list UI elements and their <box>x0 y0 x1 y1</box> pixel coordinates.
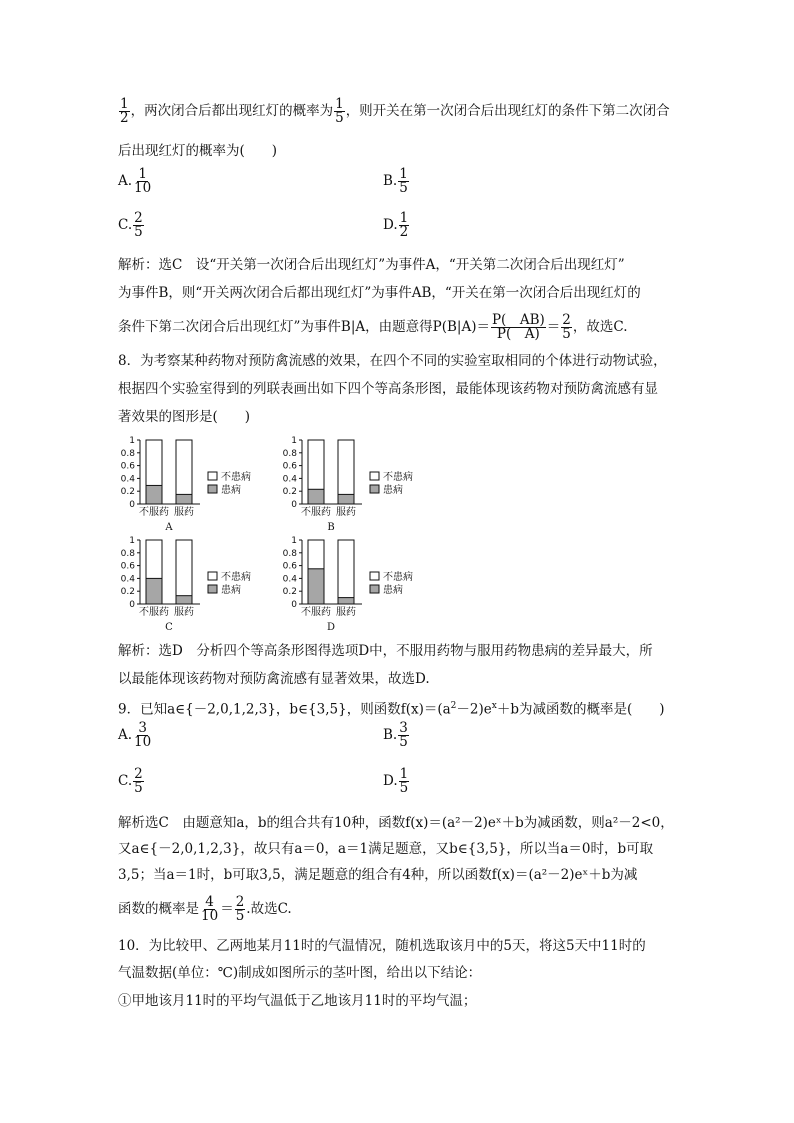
x-category-label: 不服药 <box>139 607 169 618</box>
y-tick-label: 0.2 <box>120 587 135 598</box>
y-tick-label: 1 <box>291 536 297 546</box>
legend-swatch <box>208 572 217 580</box>
q9-option-c: C. $\frac{2}{5}$ <box>118 766 143 796</box>
y-tick-label: 0.4 <box>120 574 135 585</box>
y-tick-label: 0.2 <box>282 487 297 498</box>
y-tick-label: 1 <box>129 436 135 446</box>
legend-label: 不患病 <box>383 472 413 483</box>
q9-solution-line3: 3,5；当a＝1时，b可取3,5，满足题意的组合有4种，所以函数f(x)＝(a²－2)eˣ＋b为减 <box>118 867 638 883</box>
y-tick-label: 1 <box>291 436 297 446</box>
y-tick-label: 0 <box>129 500 135 510</box>
q8-line2: 根据四个实验室得到的列联表画出如下四个等高条形图，最能体现该药物对预防禽流感有显 <box>118 381 658 397</box>
bar-diseased-drug <box>338 598 354 604</box>
q10-line2: 气温数据(单位：℃)制成如图所示的茎叶图，给出以下结论： <box>118 965 482 981</box>
legend-label: 患病 <box>221 585 241 596</box>
q8-solution-line1: 解析：选D 分析四个等高条形图得选项D中，不服用药物与服用药物患病的差异最大，所 <box>118 643 653 659</box>
y-tick-label: 0.4 <box>282 474 297 485</box>
bar-diseased-drug <box>176 596 192 604</box>
bar-not-diseased-drug <box>338 540 354 604</box>
chart-caption: A <box>165 522 173 533</box>
q7-option-c: C. $\frac{2}{5}$ <box>118 210 143 240</box>
q7-line2: 后出现红灯的概率为( ) <box>118 143 278 159</box>
q9-line1: 9．已知a∈{－2,0,1,2,3}，b∈{3,5}，则函数$f(x)=(a^2-2)e^x+b$为减函数的概率是( ) <box>118 701 665 718</box>
legend-label: 患病 <box>383 585 403 596</box>
x-category-label: 服药 <box>174 507 194 518</box>
q10-line1: 10．为比较甲、乙两地某月11时的气温情况，随机选取该月中的5天，将这5天中11时的 <box>118 938 646 954</box>
q10-line3: ①甲地该月11时的平均气温低于乙地该月11时的平均气温； <box>118 993 477 1009</box>
bar-diseased-drug <box>176 494 192 504</box>
chart-caption: B <box>327 522 335 533</box>
y-tick-label: 0.6 <box>120 461 135 472</box>
q7-solution-line2: 为事件B，则“开关两次闭合后都出现红灯”为事件AB，“开关在第一次闭合后出现红灯的 <box>118 285 641 301</box>
y-tick-label: 1 <box>129 536 135 546</box>
y-tick-label: 0 <box>291 600 297 610</box>
y-tick-label: 0.4 <box>282 574 297 585</box>
stacked-bar-chart-d <box>274 532 464 642</box>
q9-solution-line2: 又a∈{－2,0,1,2,3}，故只有a＝0，a＝1满足题意，又b∈{3,5}，所以当a＝0时，b可取 <box>118 841 654 857</box>
legend-swatch <box>208 472 217 480</box>
y-tick-label: 0 <box>129 600 135 610</box>
chart-caption: C <box>165 622 173 633</box>
bar-not-diseased-drug <box>176 540 192 604</box>
y-tick-label: 0 <box>291 500 297 510</box>
legend-swatch <box>370 472 379 480</box>
y-tick-label: 0.6 <box>282 461 297 472</box>
x-category-label: 服药 <box>336 507 356 518</box>
legend-swatch <box>208 485 217 493</box>
q8-line1: 8．为考察某种药物对预防禽流感的效果，在四个不同的实验室取相同的个体进行动物试验， <box>118 353 667 369</box>
y-tick-label: 0.8 <box>120 448 135 459</box>
q7-line1-text-a: ，两次闭合后都出现红灯的概率为 <box>130 103 334 119</box>
x-category-label: 服药 <box>336 607 356 618</box>
q7-option-d: D. $\frac{1}{2}$ <box>383 210 409 240</box>
legend-label: 患病 <box>221 485 241 496</box>
q7-line1-text-b: ，则开关在第一次闭合后出现红灯的条件下第二次闭合 <box>345 103 670 119</box>
q9-option-a: A. $\frac{3}{10}$ <box>118 720 152 750</box>
y-tick-label: 0.4 <box>120 474 135 485</box>
q9-solution-line1: 解析选C 由题意知a，b的组合共有10种，函数f(x)＝(a²－2)eˣ＋b为减函数，则a²－2<0， <box>118 815 674 831</box>
q8-line3: 著效果的图形是( ) <box>118 409 251 425</box>
fraction-pab-pa: $\frac{P( AB)}{P( A)}$ <box>491 312 545 342</box>
legend-label: 患病 <box>383 485 403 496</box>
q7-option-a: A. $\frac{1}{10}$ <box>118 166 152 196</box>
x-category-label: 不服药 <box>301 507 331 518</box>
bar-diseased-drug <box>338 494 354 504</box>
q9-solution-line4: 函数的概率是 $\frac{4}{10}$ ＝ $\frac{2}{5}$ .故选C. <box>118 894 292 924</box>
q8-solution-line2: 以最能体现该药物对预防禽流感有显著效果，故选D. <box>118 671 430 687</box>
q7-line1 <box>118 98 670 125</box>
legend-swatch <box>208 585 217 593</box>
legend-swatch <box>370 572 379 580</box>
y-tick-label: 0.8 <box>120 548 135 559</box>
bar-diseased-no-drug <box>146 485 162 504</box>
y-tick-label: 0.8 <box>282 548 297 559</box>
chart-caption: D <box>326 622 336 633</box>
y-tick-label: 0.6 <box>120 561 135 572</box>
legend-label: 不患病 <box>221 572 251 583</box>
y-tick-label: 0.2 <box>282 587 297 598</box>
legend-swatch <box>370 585 379 593</box>
bar-diseased-no-drug <box>308 569 324 604</box>
q7-solution-line3: 条件下第二次闭合后出现红灯”为事件B|A，由题意得P(B|A)＝ $\frac{P( AB)}{P( A)}$ ＝ $\frac{2}{5}$ ，故选C. <box>118 312 628 342</box>
y-tick-label: 0.8 <box>282 448 297 459</box>
q9-option-b: B. $\frac{3}{5}$ <box>383 720 408 750</box>
y-tick-label: 0.2 <box>120 487 135 498</box>
x-category-label: 不服药 <box>139 507 169 518</box>
fraction-fifth: $\frac{1}{5}$ <box>335 96 344 126</box>
y-tick-label: 0.6 <box>282 561 297 572</box>
bar-diseased-no-drug <box>308 489 324 504</box>
legend-label: 不患病 <box>383 572 413 583</box>
legend-label: 不患病 <box>221 472 251 483</box>
q7-solution-line1: 解析：选C 设“开关第一次闭合后出现红灯”为事件A，“开关第二次闭合后出现红灯” <box>118 257 625 273</box>
q7-option-b: B. $\frac{1}{5}$ <box>383 166 408 196</box>
legend-swatch <box>370 485 379 493</box>
x-category-label: 服药 <box>174 607 194 618</box>
q9-option-d: D. $\frac{1}{5}$ <box>383 766 409 796</box>
fraction-half: $\frac{1}{2}$ <box>120 96 129 126</box>
x-category-label: 不服药 <box>301 607 331 618</box>
stacked-bar-chart-b <box>274 432 464 542</box>
bar-diseased-no-drug <box>146 578 162 604</box>
